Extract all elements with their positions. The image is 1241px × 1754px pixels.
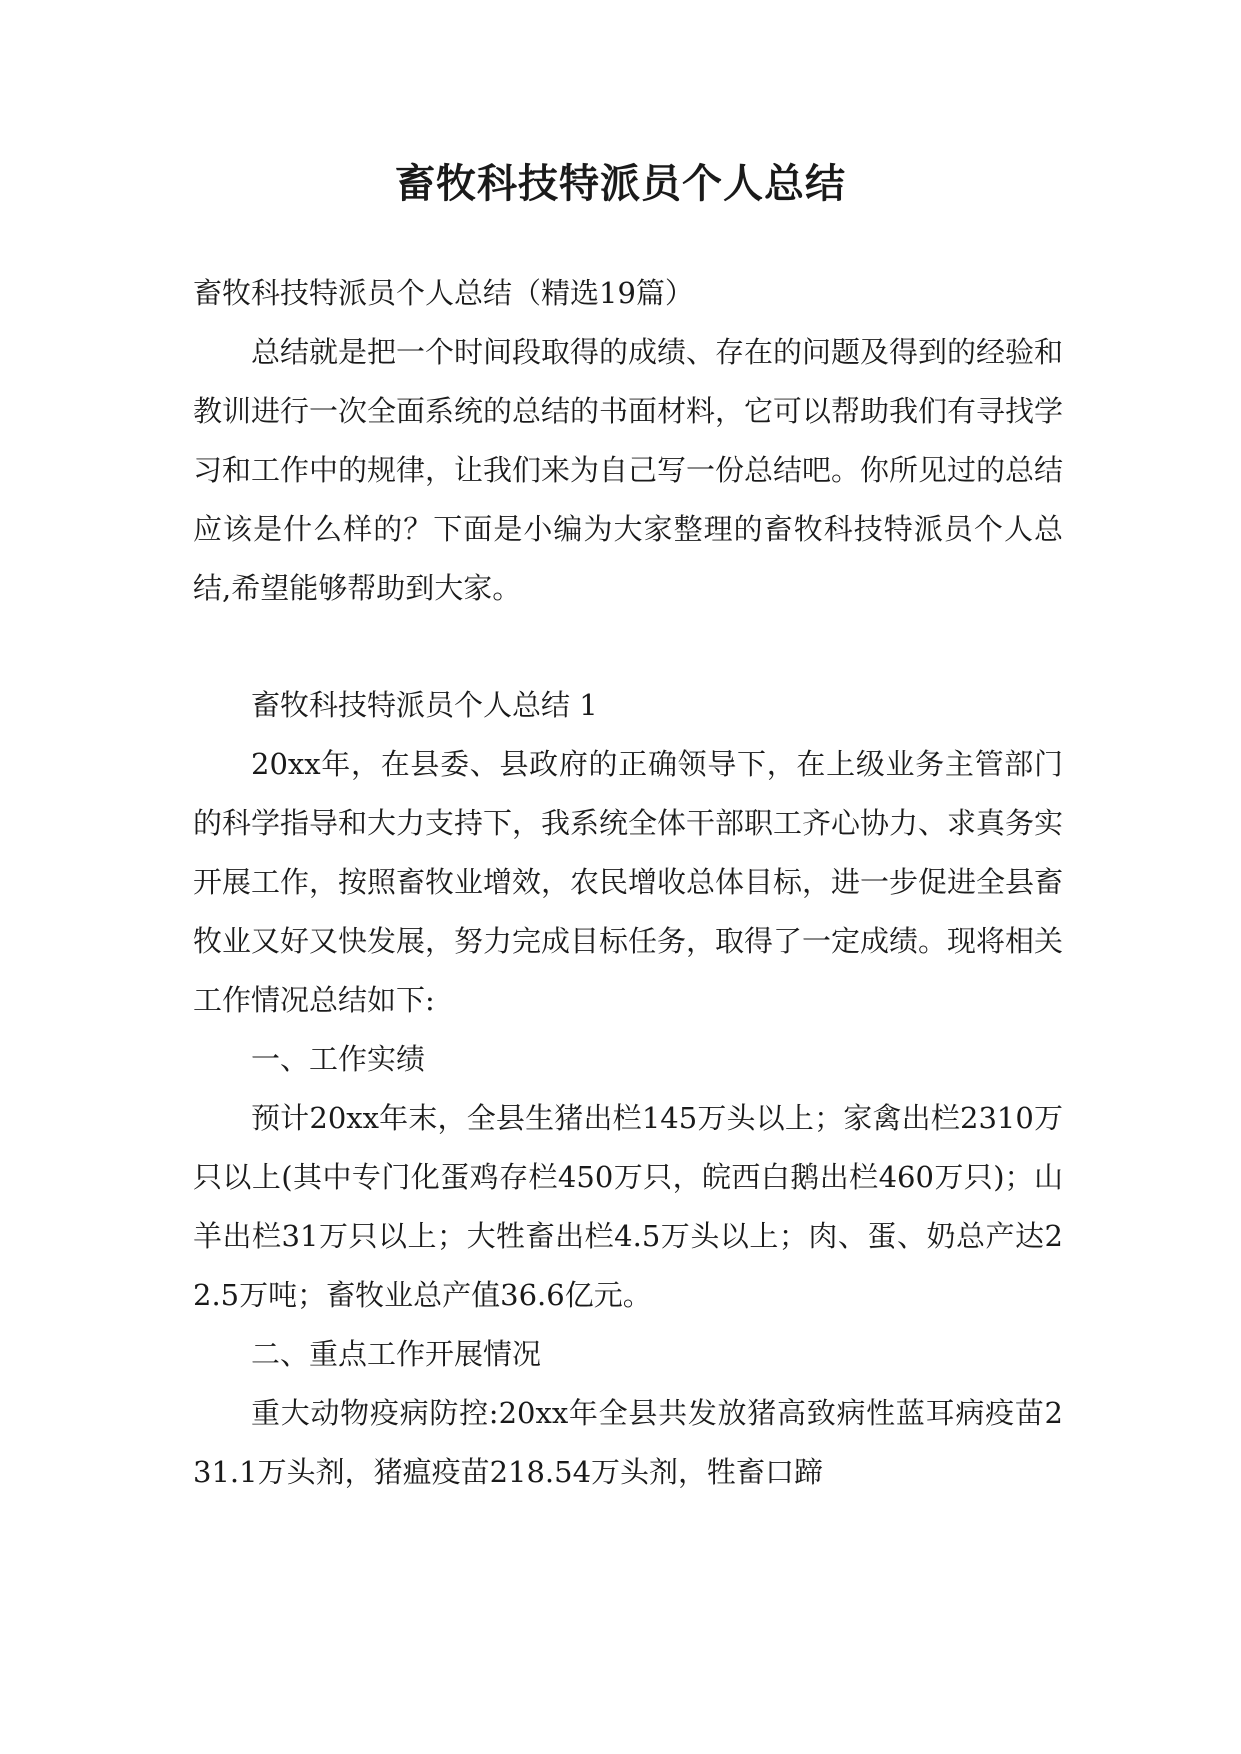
intro-paragraph: 总结就是把一个时间段取得的成绩、存在的问题及得到的经验和教训进行一次全面系统的总结的书面材料，它可以帮助我们有寻找学习和工作中的规律，让我们来为自己写一份总结吧。你所见过的总结应该是什么样的？下面是小编为大家整理的畜牧科技特派员个人总结,希望能够帮助到大家。	[193, 335, 1064, 605]
section-heading-key-work: 二、重点工作开展情况	[251, 1337, 542, 1371]
document-body	[193, 264, 1063, 1502]
subtitle-line: 畜牧科技特派员个人总结（精选19篇）	[193, 276, 694, 310]
section-heading-1: 畜牧科技特派员个人总结 1	[251, 688, 598, 722]
section-heading-work-results: 一、工作实绩	[251, 1042, 426, 1076]
body-paragraph: 重大动物疫病防控:20xx年全县共发放猪高致病性蓝耳病疫苗231.1万头剂，猪瘟疫苗218.54万头剂，牲畜口蹄	[193, 1396, 1063, 1489]
body-paragraph: 20xx年，在县委、县政府的正确领导下，在上级业务主管部门的科学指导和大力支持下，我系统全体干部职工齐心协力、求真务实开展工作，按照畜牧业增效，农民增收总体目标，进一步促进全县畜牧业又好又快发展，努力完成目标任务，取得了一定成绩。现将相关工作情况总结如下:	[193, 747, 1064, 1017]
document-title: 畜牧科技特派员个人总结	[395, 161, 846, 207]
body-paragraph: 预计20xx年末，全县生猪出栏145万头以上；家禽出栏2310万只以上(其中专门化蛋鸡存栏450万只，皖西白鹅出栏460万只)；山羊出栏31万只以上；大牲畜出栏4.5万头以上；肉、蛋、奶总产达22.5万吨；畜牧业总产值36.6亿元。	[193, 1101, 1063, 1312]
